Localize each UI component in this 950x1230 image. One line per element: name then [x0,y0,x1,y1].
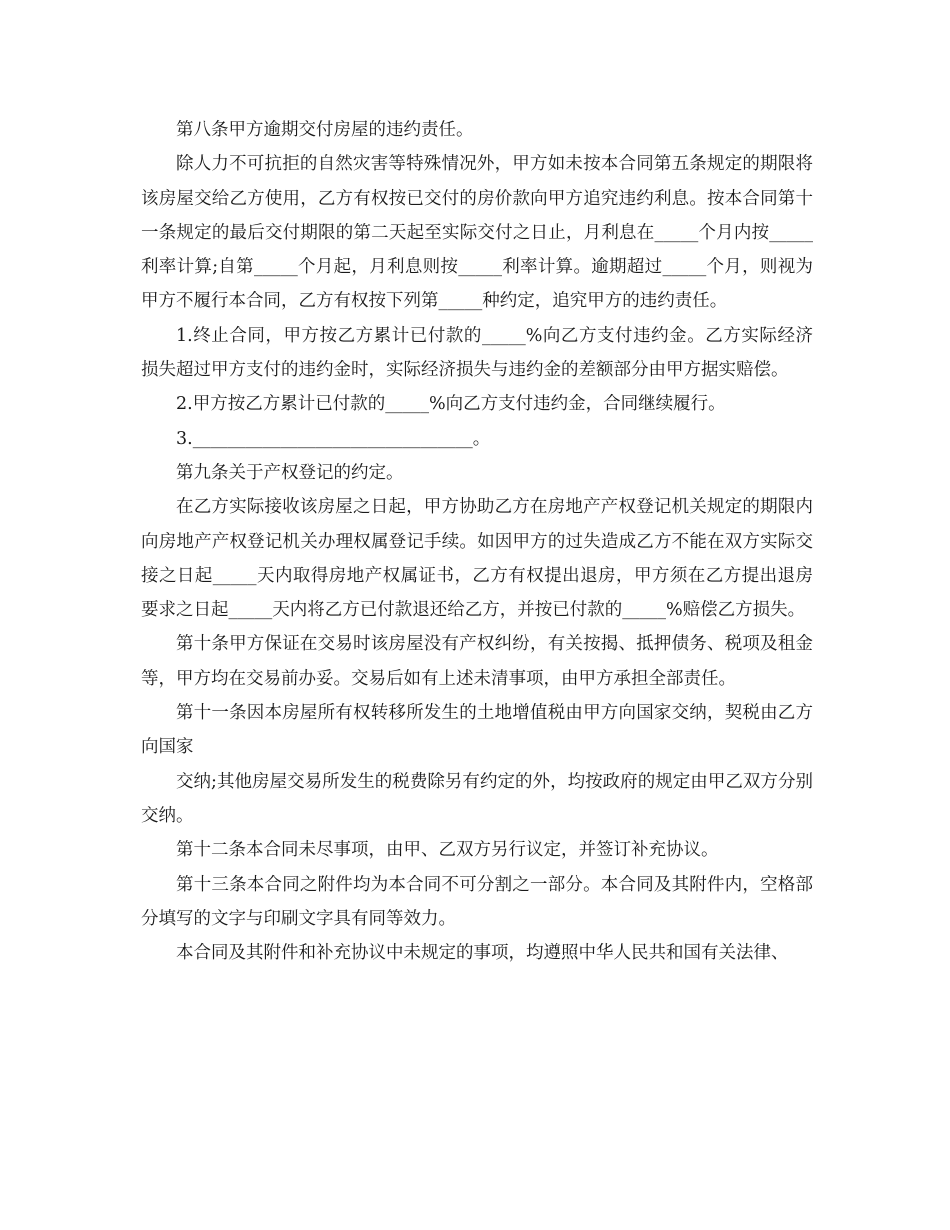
document-body [141,113,813,970]
article-9-body: 在乙方实际接收该房屋之日起，甲方协助乙方在房地产产权登记机关规定的期限内向房地产产权登记机关办理权属登记手续。如因甲方的过失造成乙方不能在双方实际交接之日起_____天内取得房地产权属证书，乙方有权提出退房，甲方须在乙方提出退房要求之日起_____天内将乙方已付款退还给乙方，并按已付款的_____%赔偿乙方损失。 [141,497,813,621]
article-10: 第十条甲方保证在交易时该房屋没有产权纠纷，有关按揭、抵押债务、税项及租金等，甲方均在交易前办妥。交易后如有上述未清事项，由甲方承担全部责任。 [141,634,813,689]
article-13: 第十三条本合同之附件均为本合同不可分割之一部分。本合同及其附件内，空格部分填写的文字与印刷文字具有同等效力。 [141,874,813,929]
article-11-part-2: 交纳;其他房屋交易所发生的税费除另有约定的外，均按政府的规定由甲乙双方分别交纳。 [141,771,813,826]
article-9-heading: 第九条关于产权登记的约定。 [176,462,404,483]
closing-paragraph: 本合同及其附件和补充协议中未规定的事项，均遵照中华人民共和国有关法律、 [176,943,789,964]
article-8-option-3: 3.________________________________。 [176,428,491,449]
article-11-part-1: 第十一条因本房屋所有权转移所发生的土地增值税由甲方向国家交纳，契税由乙方向国家 [141,703,813,758]
article-8-option-2: 2.甲方按乙方累计已付款的_____%向乙方支付违约金，合同继续履行。 [176,394,726,415]
article-8-body: 除人力不可抗拒的自然灾害等特殊情况外，甲方如未按本合同第五条规定的期限将该房屋交给乙方使用，乙方有权按已交付的房价款向甲方追究违约利息。按本合同第十一条规定的最后交付期限的第二天起至实际交付之日止，月利息在_____个月内按_____利率计算;自第_____个月起，月利息则按_____利率计算。逾期超过_____个月，则视为甲方不履行本合同，乙方有权按下列第_____种约定，追究甲方的违约责任。 [141,154,813,312]
article-8-heading: 第八条甲方逾期交付房屋的违约责任。 [176,120,474,140]
article-8-option-1: 1.终止合同，甲方按乙方累计已付款的_____%向乙方支付违约金。乙方实际经济损失超过甲方支付的违约金时，实际经济损失与违约金的差额部分由甲方据实赔偿。 [141,325,813,381]
article-12: 第十二条本合同未尽事项，由甲、乙双方另行议定，并签订补充协议。 [176,840,719,861]
